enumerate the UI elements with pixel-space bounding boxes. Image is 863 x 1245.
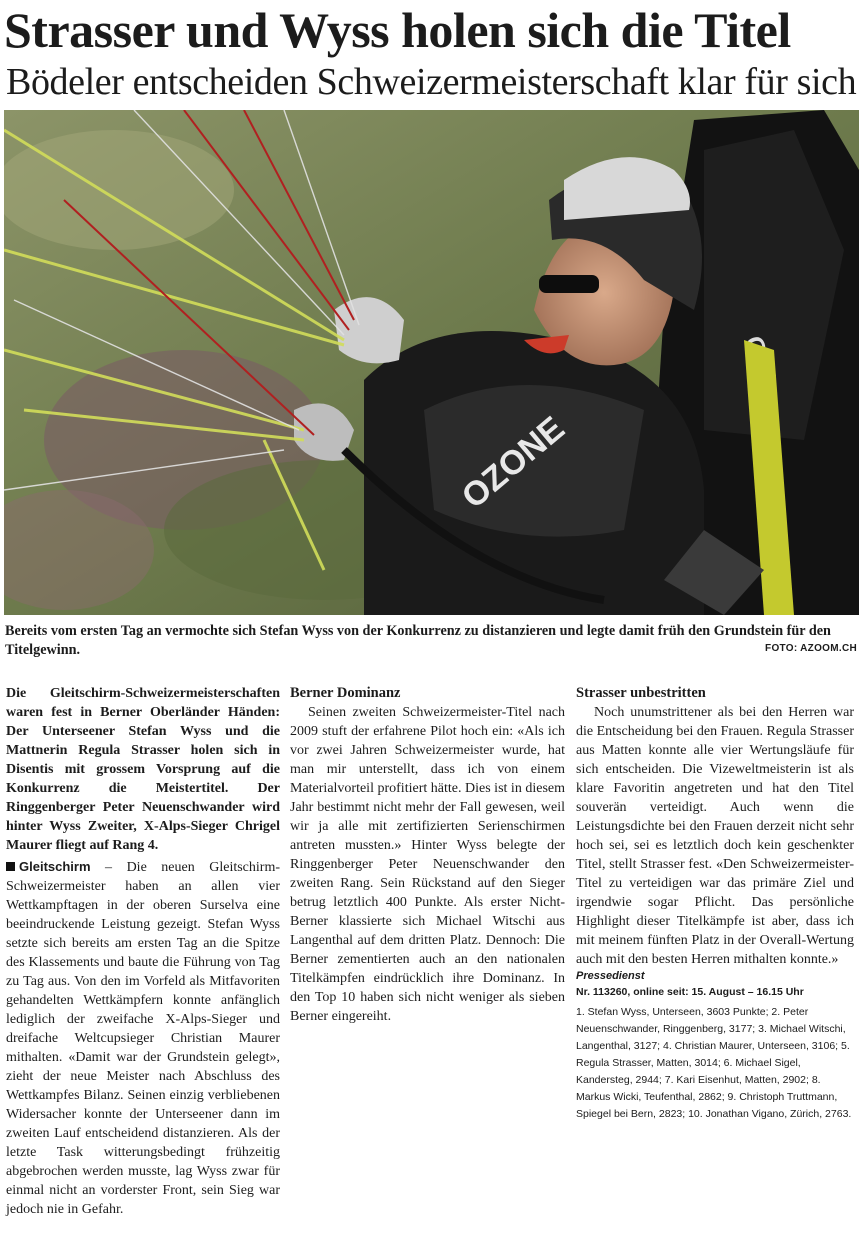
online-meta: Nr. 113260, online seit: 15. August – 16.15 Uhr [576, 986, 804, 998]
body-strasser: Noch unumstrittener als bei den Herren war die Entscheidung bei den Frauen. Regula Strasser aus Matten konnte alle vier Wertungsläufe für sich entscheiden. Die Vizeweltmeisterin ist als klare Favoritin angetreten und hat den Titel souverän verteidigt. Auch wenn die Leistungsdichte bei den Frauen derzeit nicht sehr hoch sei, sei es letztlich doch kein geschenkter Titel, stellt Strasser fest. «Den Schweizermeister-Titel zu verteidigen war das primäre Ziel und irgendwie sogar Pflicht. Das persönliche Highlight dieser Titelkämpfe ist aber, dass ich mit meinem fünften Platz in der Overall-Wertung auch mit den besten Herren mithalten konnte.» [576, 705, 854, 967]
column-1 [6, 684, 280, 1219]
column-3 [576, 684, 854, 1123]
photo-caption: Bereits vom ersten Tag an vermochte sich Stefan Wyss von der Konkurrenz zu distanzieren und legte damit früh den Grundstein für den Titelgewinn. [5, 623, 831, 658]
body-intro-text: – Die neuen Gleitschirm-Schweizermeister haben an allen vier Wettkampftagen in der oberen Surselva eine beeindruckende Leistung gezeigt. Stefan Wyss setzte sich bereits am ersten Tag an die Spitze des Klassements und baute die Führung von Tag zu Tag aus. Von den im Vorfeld als Mitfavoriten gehandelten Wettkämpfern konnte anfänglich lediglich der zweifache X-Alps-Sieger und dreifache Weltcupsieger Christian Maurer mithalten. «Damit war der Grundstein gelegt», zieht der neue Meister nach Abschluss des Wettkampfes Bilanz. Seinen einzig verbliebenen Widersacher konnte der Unterseener dann im zweiten Lauf entscheidend distanzieren. Als der letzte Task witterungsbedingt frühzeitig abgebrochen werden musste, lag Wyss zwar für einmal nicht an vorderster Front, sein Sieg war jedoch nie in Gefahr. [6, 860, 280, 1217]
photo-illustration [4, 110, 859, 615]
paraglider-photo [4, 110, 859, 615]
results-list: 1. Stefan Wyss, Unterseen, 3603 Punkte; 2. Peter Neuenschwander, Ringgenberg, 3177; 3. Michael Witschi, Langenthal, 3127; 4. Christian Maurer, Unterseen, 3106; 5. Regula Strasser, Matten, 3014; 6. Michael Sigel, Kandersteg, 2944; 7. Kari Eisenhut, Matten, 2902; 8. Markus Wicki, Teufenthal, 2862; 9. Christoph Truttmann, Spiegel bei Bern, 2823; 10. Jonathan Vigano, Zürich, 2763. [576, 1006, 852, 1120]
glider-logo: OZONE [454, 409, 572, 517]
column-2 [290, 684, 565, 1026]
body-berner: Seinen zweiten Schweizermeister-Titel nach 2009 stuft der erfahrene Pilot hoch ein: «Als ich vor zwei Jahren Schweizermeister wurde, hat man mir unterstellt, dass ich von einem Materialvorteil profitiert hätte. Dies ist in diesem Jahr bestimmt nicht mehr der Fall gewesen, weil wir ja alle mit zertifizierten Serienschirmen antreten mussten.» Hinter Wyss belegte der Ringgenberger Peter Neuenschwander den zweiten Rang. Sein Rückstand auf den Sieger betrug letztlich 400 Punkte. Als erster Nicht-Berner klassierte sich Michael Witschi aus Langenthal auf dem dritten Platz. Dennoch: Die Berner zementierten auch an den nationalen Titelkämpfen eindrücklich ihre Dominanz. In den Top 10 haben sich nicht weniger als sieben Berner eingereiht. [290, 705, 565, 1024]
headline: Strasser und Wyss holen sich die Titel [4, 2, 791, 58]
lead-paragraph: Die Gleitschirm-Schweizermeisterschaften waren fest in Berner Oberländer Händen: Der Unterseener Stefan Wyss und die Mattnerin Regula Strasser holen sich in Disentis mit grossem Vorsprung auf die Konkurrenz die Meistertitel. Der Ringgenberger Peter Neuenschwander wird hinter Wyss Zweiter, X-Alps-Sieger Chrigel Maurer fliegt auf Rang 4. [6, 686, 280, 853]
subheadline: Bödeler entscheiden Schweizermeisterschaft klar für sich [6, 61, 857, 103]
bullet-square-icon [6, 862, 15, 871]
kicker: Gleitschirm [19, 859, 91, 874]
section-strasser-heading: Strasser unbestritten [576, 685, 706, 701]
photo-credit: FOTO: AZOOM.CH [765, 643, 857, 654]
body-intro [6, 857, 280, 1219]
agency-credit: Pressedienst [576, 970, 645, 982]
section-berner-heading: Berner Dominanz [290, 685, 401, 701]
